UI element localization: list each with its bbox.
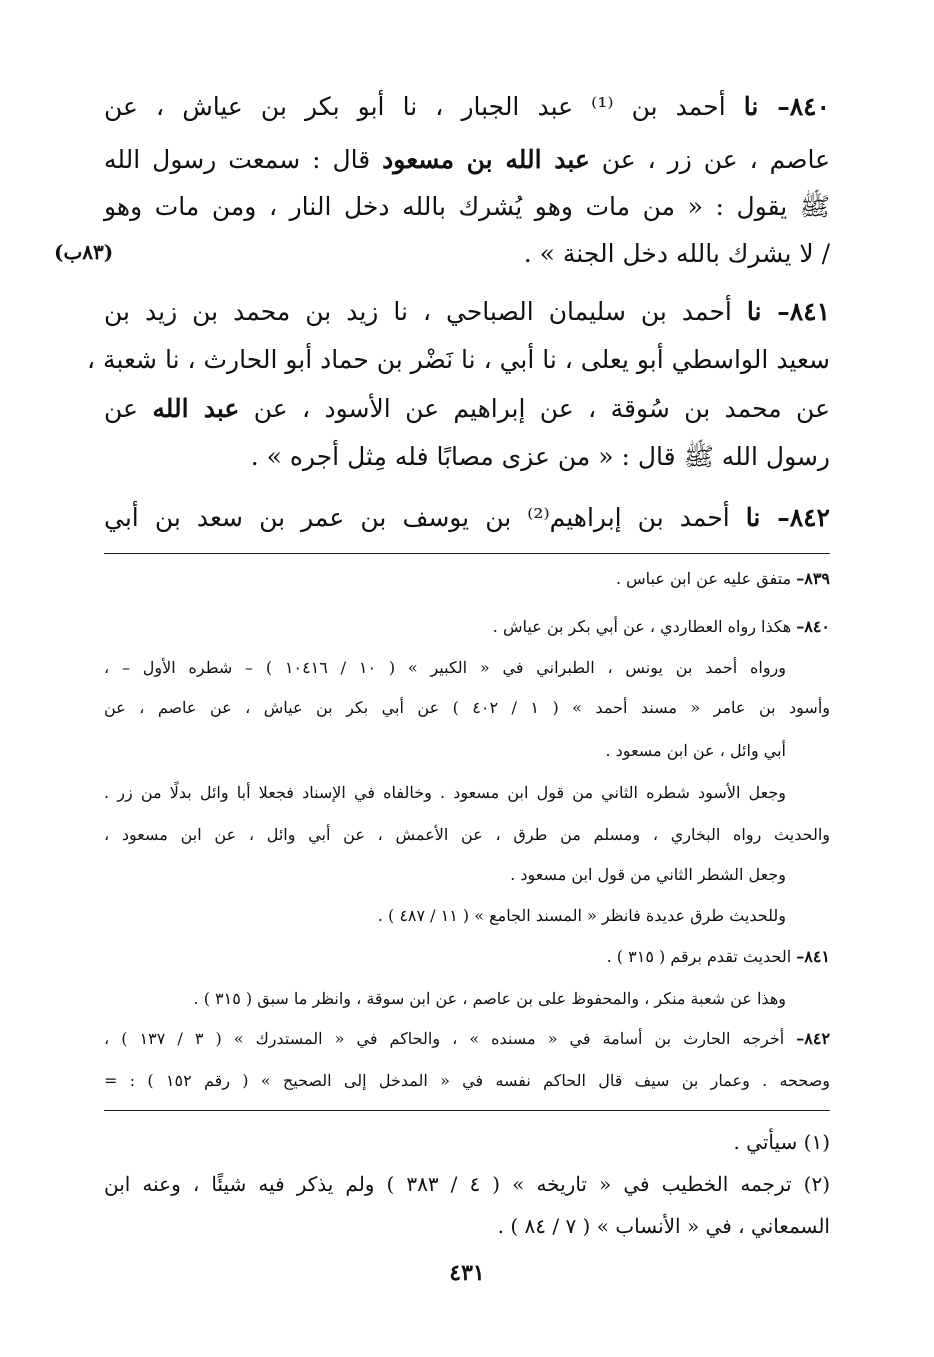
page-number: ٤٣١ xyxy=(449,1260,485,1286)
note-text: هكذا رواه العطاردي ، عن أبي بكر بن عياش . xyxy=(492,617,797,636)
note-841 xyxy=(607,946,830,968)
line-text: أحمد بن سليمان الصباحي ، نا زيد بن محمد بن زيد بن xyxy=(104,297,747,326)
note-text: وللحديث طرق عديدة فانظر « المسند الجامع » ( ١١ / ٤٨٧ ) . xyxy=(377,906,786,925)
line-text: عن محمد بن سُوقة ، عن إبراهيم عن الأسود ، عن xyxy=(239,394,830,423)
note-text: والحديث رواه البخاري ، ومسلم من طرق ، عن الأعمش ، عن أبي وائل ، عن ابن مسعود ، xyxy=(104,825,830,844)
divider-rule xyxy=(104,1110,830,1111)
note-text: وأسود بن عامر « مسند أحمد » ( ١ / ٤٠٢ ) عن أبي بكر بن عياش ، عن عاصم ، عن xyxy=(104,698,831,717)
line-text: عن xyxy=(104,394,153,423)
note-text: متفق عليه عن ابن عباس . xyxy=(615,569,797,588)
note-number: ٨٣٩– xyxy=(796,569,830,588)
note-text: وهذا عن شعبة منكر ، والمحفوظ على بن عاصم ، عن ابن سوقة ، وانظر ما سبق ( ٣١٥ ) . xyxy=(193,989,786,1008)
hadith-840-line-1 xyxy=(104,91,830,123)
note-line xyxy=(104,697,830,719)
note-line xyxy=(378,905,786,927)
line-text: ﷺ يقول : « من مات وهو يُشرك بالله دخل النار ، ومن مات وهو xyxy=(104,192,830,221)
note-839 xyxy=(616,568,830,590)
line-text: أحمد بن ⁽¹⁾ عبد الجبار ، نا أبو بكر بن عياش ، عن xyxy=(104,92,744,121)
note-text: وصححه . وعمار بن سيف قال الحاكم نفسه في « المدخل إلى الصحيح » ( رقم ١٥٢ ) : = xyxy=(104,1071,831,1090)
note-842 xyxy=(104,1028,830,1050)
hadith-840-line-4 xyxy=(524,238,830,270)
hadith-842-line-1 xyxy=(104,502,830,534)
line-text: أحمد بن إبراهيم⁽²⁾ بن يوسف بن عمر بن سعد بن أبي xyxy=(104,503,746,532)
hadith-number: ٨٤١– نا xyxy=(746,297,831,326)
note-number: ٨٤٠– xyxy=(796,617,830,636)
note-line xyxy=(194,988,786,1010)
hadith-841-line-4 xyxy=(251,441,830,473)
line-text: عاصم ، عن زر ، عن xyxy=(589,145,830,174)
note-line xyxy=(104,824,830,846)
note-number: ٨٤٢– xyxy=(796,1029,831,1048)
divider-rule xyxy=(104,553,830,554)
footnote-2-cont: السمعاني ، في « الأنساب » ( ٧ / ٨٤ ) . xyxy=(497,1214,830,1238)
hadith-840-line-2 xyxy=(104,144,830,176)
note-line xyxy=(606,740,787,762)
note-text: وجعل الشطر الثاني من قول ابن مسعود . xyxy=(510,865,786,884)
note-line xyxy=(104,782,786,804)
hadith-840-line-3 xyxy=(104,191,830,223)
hadith-number: ٨٤٠– نا xyxy=(743,92,830,121)
line-text: سعيد الواسطي أبو يعلى ، نا أبي ، نا نَضْر بن حماد أبو الحارث ، نا شعبة ، xyxy=(87,345,830,374)
footnote-2: (٢) ترجمه الخطيب في « تاريخه » ( ٤ / ٣٨٣ ) ولم يذكر فيه شيئًا ، وعنه ابن xyxy=(104,1172,831,1196)
note-text: ورواه أحمد بن يونس ، الطبراني في « الكبير » ( ١٠ / ١٠٤١٦ ) – شطره الأول – ، xyxy=(104,658,787,677)
note-text: أبي وائل ، عن ابن مسعود . xyxy=(605,741,786,760)
hadith-841-line-2 xyxy=(87,344,830,376)
narrator-name: عبد الله بن مسعود xyxy=(382,145,590,174)
margin-folio-note: (٨٣ب) xyxy=(54,240,114,264)
footnote-1: (١) سيأتي . xyxy=(733,1130,830,1154)
hadith-841-line-1 xyxy=(104,296,830,328)
hadith-841-line-3 xyxy=(104,393,830,425)
narrator-name: عبد الله xyxy=(152,394,240,423)
note-840 xyxy=(493,616,830,638)
line-text: رسول الله ﷺ قال : « من عزى مصابًا فله مِثل أجره » . xyxy=(250,442,830,471)
note-line xyxy=(510,864,786,886)
hadith-number: ٨٤٢– نا xyxy=(745,503,830,532)
note-line xyxy=(104,1070,830,1092)
note-text: أخرجه الحارث بن أسامة في « مسنده » ، والحاكم في « المستدرك » ( ٣ / ١٣٧ ) ، xyxy=(104,1029,797,1048)
line-text: قال : سمعت رسول الله xyxy=(104,145,383,174)
note-line xyxy=(104,657,786,679)
line-text: / لا يشرك بالله دخل الجنة » . xyxy=(523,239,830,268)
note-number: ٨٤١– xyxy=(796,947,830,966)
note-text: وجعل الأسود شطره الثاني من قول ابن مسعود . وخالفاه في الإسناد فجعلا أبا وائل بدلًا من زر . xyxy=(104,783,786,802)
note-text: الحديث تقدم برقم ( ٣١٥ ) . xyxy=(606,947,797,966)
